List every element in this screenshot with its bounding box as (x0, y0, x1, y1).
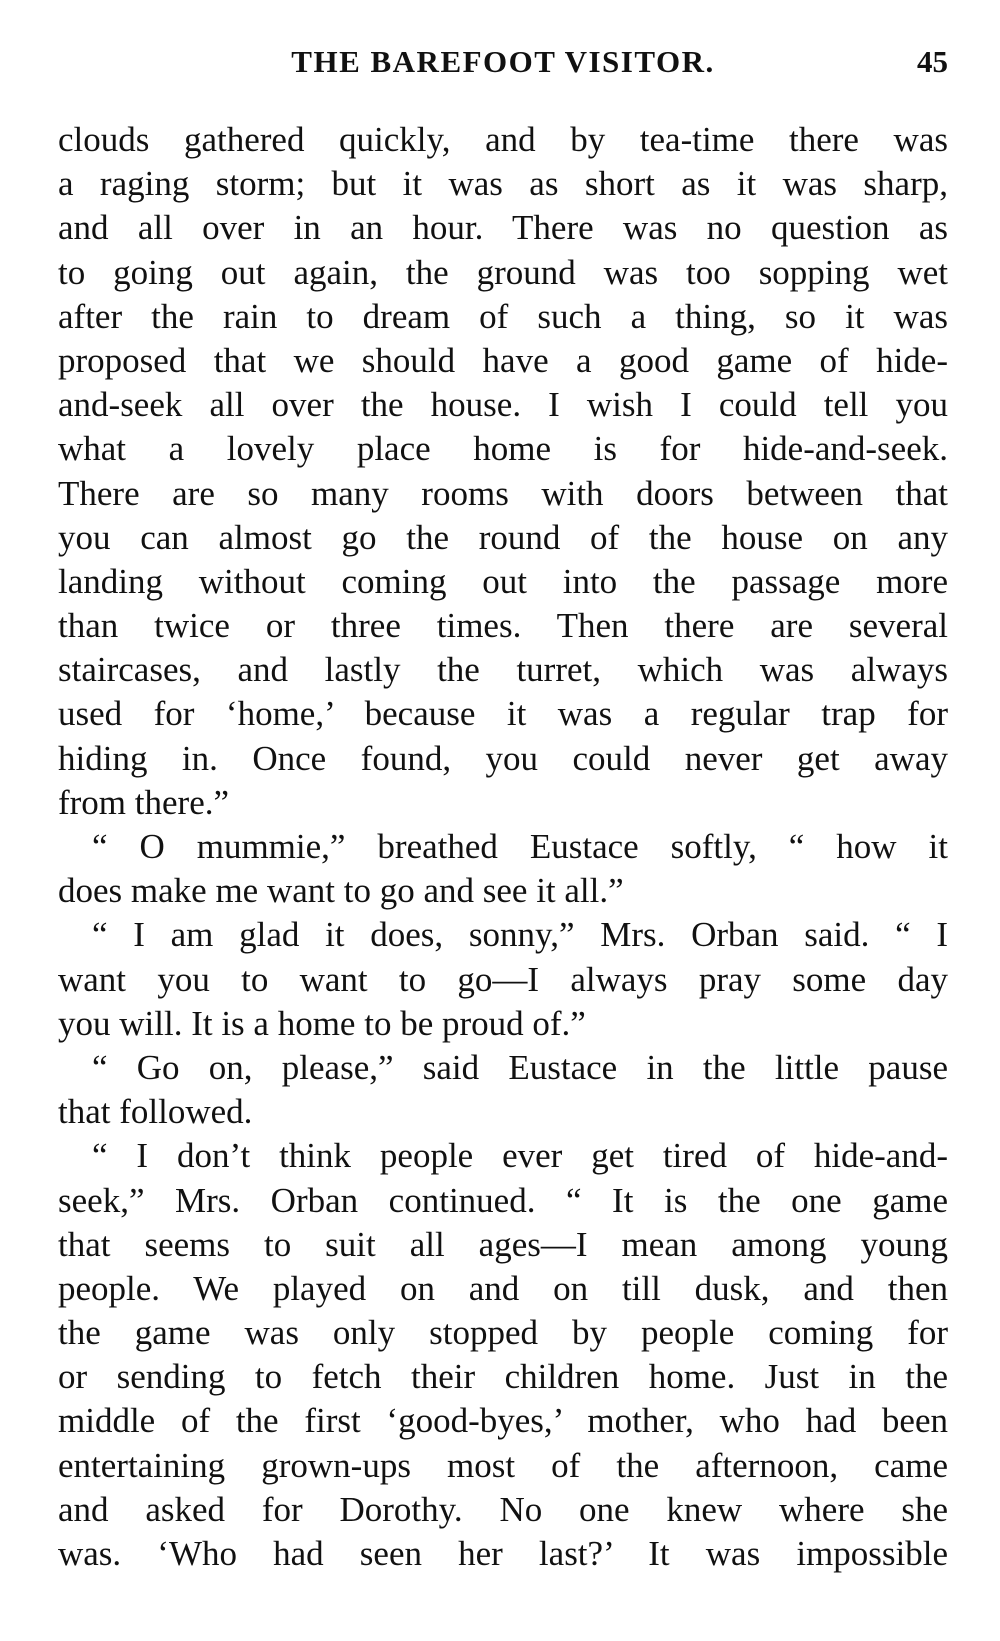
text-line: a raging storm; but it was as short as it was sharp, (58, 164, 948, 204)
text-line: middle of the first ‘good-byes,’ mother, who had been (58, 1401, 948, 1441)
text-line: staircases, and lastly the turret, which was always (58, 650, 948, 690)
text-line: want you to want to go—I always pray some day (58, 959, 948, 999)
text-line: that seems to suit all ages—I mean among young (58, 1224, 948, 1264)
text-line: the game was only stopped by people coming for (58, 1313, 948, 1353)
running-title: THE BAREFOOT VISITOR. (291, 44, 715, 79)
paragraph-end-line: you will. It is a home to be proud of.” (58, 1003, 586, 1043)
text-line: hiding in. Once found, you could never get away (58, 738, 948, 778)
body-text (58, 118, 948, 1576)
text-line: people. We played on and on till dusk, and then (58, 1268, 948, 1308)
text-line: you can almost go the round of the house on any (58, 517, 948, 557)
paragraph-end-line: from there.” (58, 782, 230, 822)
text-line: There are so many rooms with doors between that (58, 473, 948, 513)
text-line: to going out again, the ground was too sopping wet (58, 252, 948, 292)
running-head (58, 44, 948, 84)
text-line: what a lovely place home is for hide-and-seek. (58, 429, 948, 469)
paragraph-start-line: “ Go on, please,” said Eustace in the little pause (92, 1047, 948, 1087)
text-line: clouds gathered quickly, and by tea-time there was (58, 120, 948, 159)
paragraph-start-line: “ I don’t think people ever get tired of hide-and- (92, 1136, 948, 1176)
paragraph-end-line: that followed. (58, 1092, 253, 1132)
text-line: and all over in an hour. There was no question as (58, 208, 948, 248)
paragraph-start-line: “ I am glad it does, sonny,” Mrs. Orban said. “ I (92, 915, 948, 955)
paragraph-end-line: does make me want to go and see it all.” (58, 871, 624, 911)
text-line: or sending to fetch their children home. Just in the (58, 1357, 948, 1397)
text-line: than twice or three times. Then there are several (58, 606, 948, 646)
page-number: 45 (917, 44, 948, 79)
text-line: entertaining grown-ups most of the afternoon, came (58, 1445, 948, 1485)
text-line: and asked for Dorothy. No one knew where she (58, 1489, 948, 1529)
paragraph-start-line: “ O mummie,” breathed Eustace softly, “ how it (92, 827, 948, 866)
text-line: used for ‘home,’ because it was a regular trap for (58, 694, 948, 734)
text-line: proposed that we should have a good game of hide- (58, 340, 948, 380)
text-line: landing without coming out into the passage more (58, 561, 948, 601)
text-line: seek,” Mrs. Orban continued. “ It is the one game (58, 1180, 948, 1220)
text-line: and-seek all over the house. I wish I could tell you (58, 385, 948, 425)
text-line: was. ‘Who had seen her last?’ It was impossible (58, 1534, 948, 1573)
text-line: after the rain to dream of such a thing, so it was (58, 296, 948, 336)
